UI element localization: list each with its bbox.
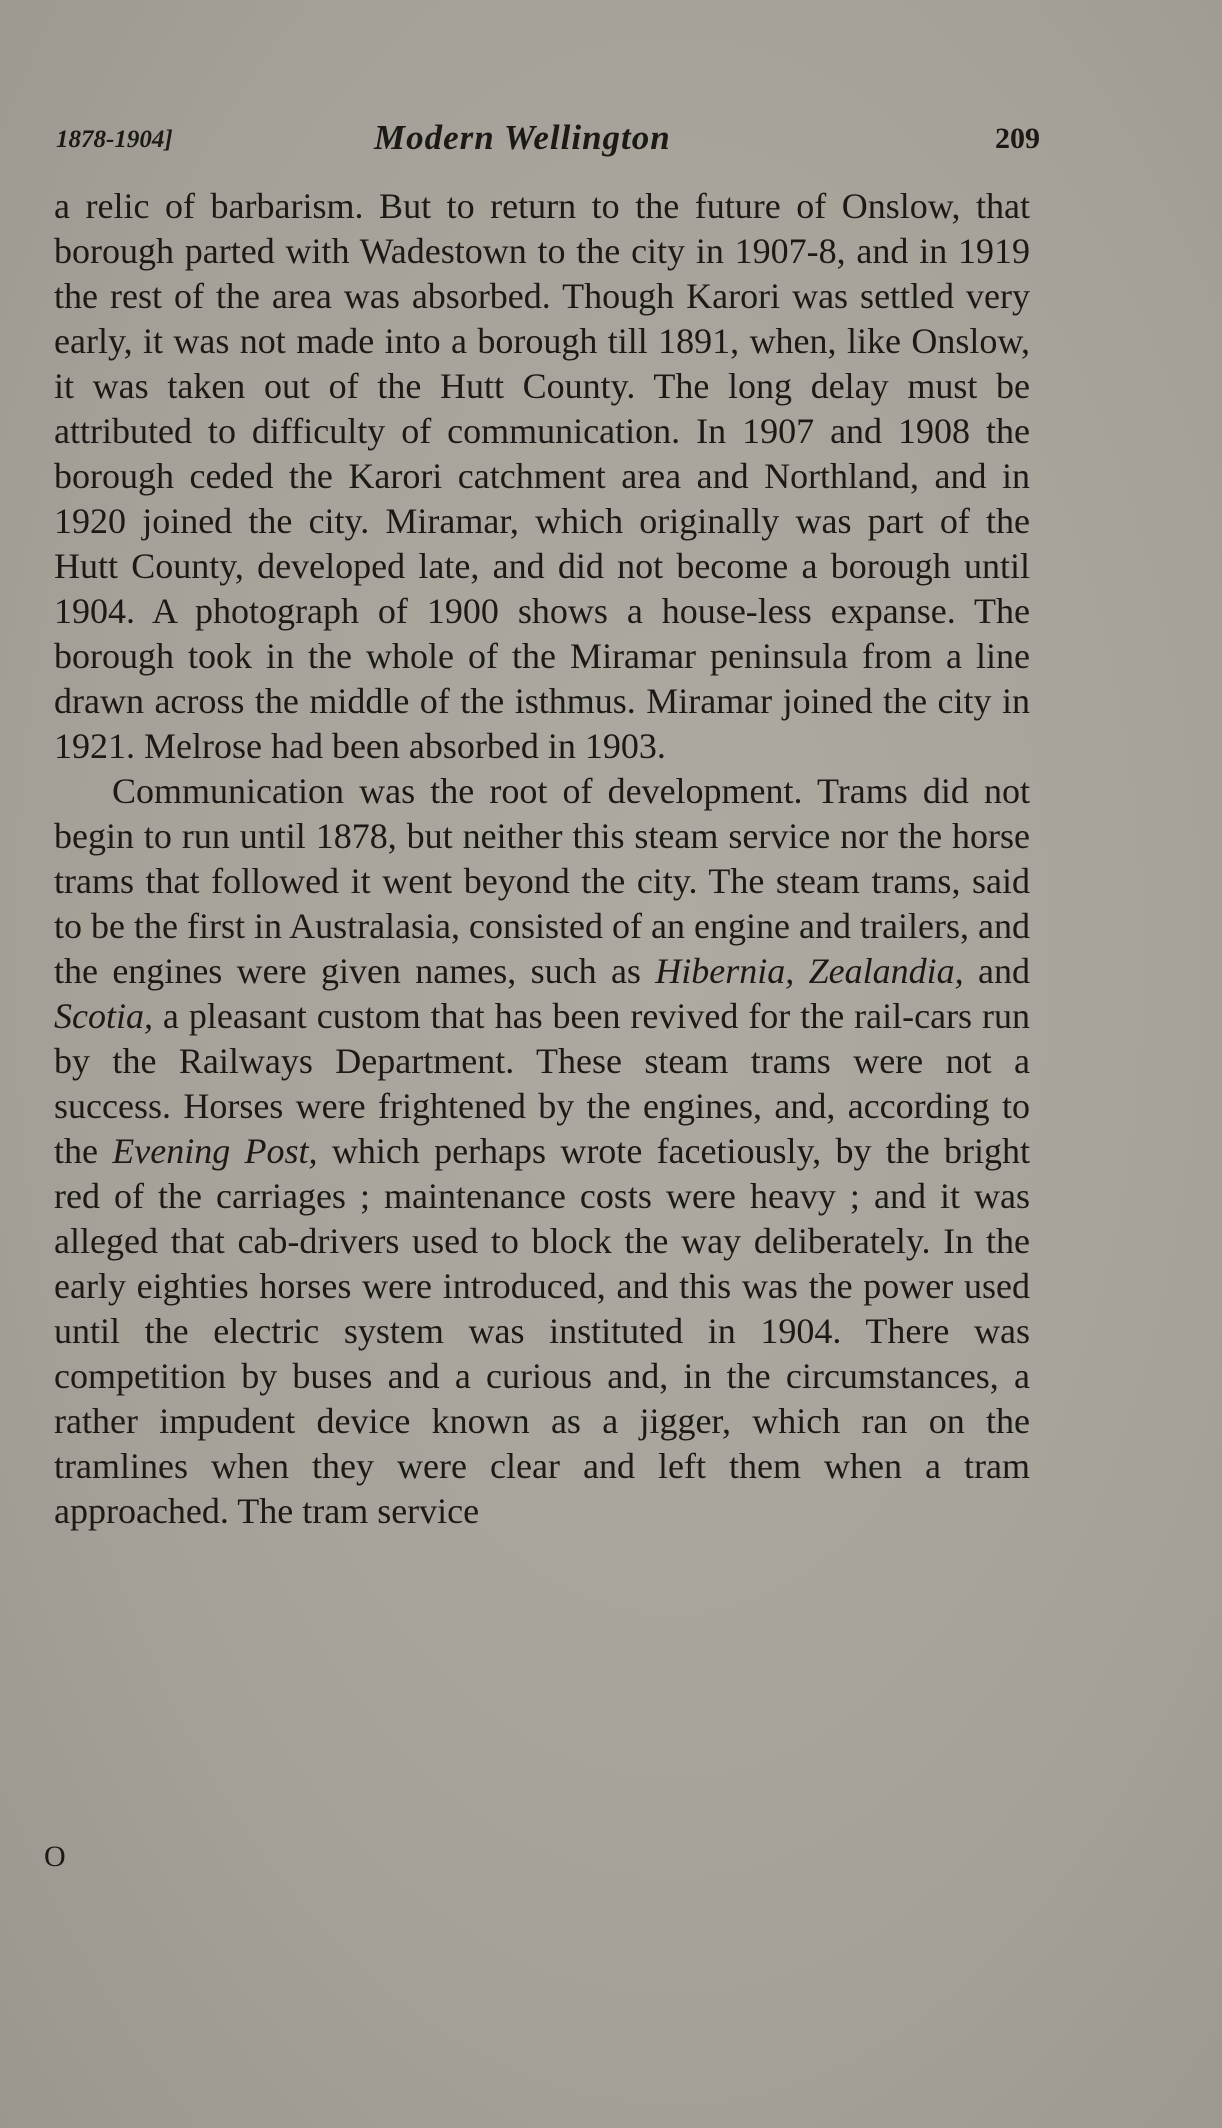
page-number: 209 [995,122,1040,155]
paragraph-text: a relic of barbarism. But to return to the future of Onslow, that borough parted with Wadestown to the city in 1907-8, and in 1919 the rest of the area was absorbed. Though Karori was settled very early, it was not made into a borough till 1891, when, like Onslow, it was taken out of the Hutt County. The long delay must be attributed to difficulty of communication. In 1907 and 1908 the borough ceded the Karori catchment area and Northland, and in 1920 joined the city. Miramar, which originally was part of the Hutt County, developed late, and did not become a borough until 1904. A photograph of 1900 shows a house-less expanse. The borough took in the whole of the Miramar peninsula from a line drawn across the middle of the isthmus. Miramar joined the city in 1921. Melrose had been absorbed in 1903. [54,186,1030,766]
italic-newspaper-title: Evening Post, [112,1131,318,1171]
date-range: 1878-1904] [56,126,173,153]
italic-ship-name: Hibernia, [655,951,795,991]
body-text [54,184,1030,1534]
paragraph-text [794,951,808,991]
italic-ship-name: Scotia, [54,996,153,1036]
chapter-title: Modern Wellington [374,118,671,157]
running-head [56,118,1040,162]
paragraph [54,184,1030,769]
signature-mark: O [44,1840,66,1873]
italic-ship-name: Zealandia, [808,951,964,991]
paragraph-text: which perhaps wrote facetiously, by the bright red of the carriages ; maintenance costs were heavy ; and it was alleged that cab-drivers used to block the way deliberately. In the early eighties horses were introduced, and this was the power used until the electric system was instituted in 1904. There was competition by buses and a curious and, in the circumstances, a rather impudent device known as a jigger, which ran on the tramlines when they were clear and left them when a tram approached. The tram service [54,1131,1031,1531]
paragraph [54,769,1030,1534]
paragraph-text: Communication was the root of development. Trams did not begin to run until 1878, but neither this steam service nor the horse trams that followed it went beyond the city. The steam trams, said to be the first in Australasia, consisted of an engine and trailers, and the engines were given names, such as [54,771,1030,991]
paragraph-text: and [963,951,1031,991]
paragraph-text: a pleasant custom that has been revived for the rail-cars run by the Railways Department. These steam trams were not a success. Horses were frightened by the engines, and, according to the [54,996,1030,1171]
